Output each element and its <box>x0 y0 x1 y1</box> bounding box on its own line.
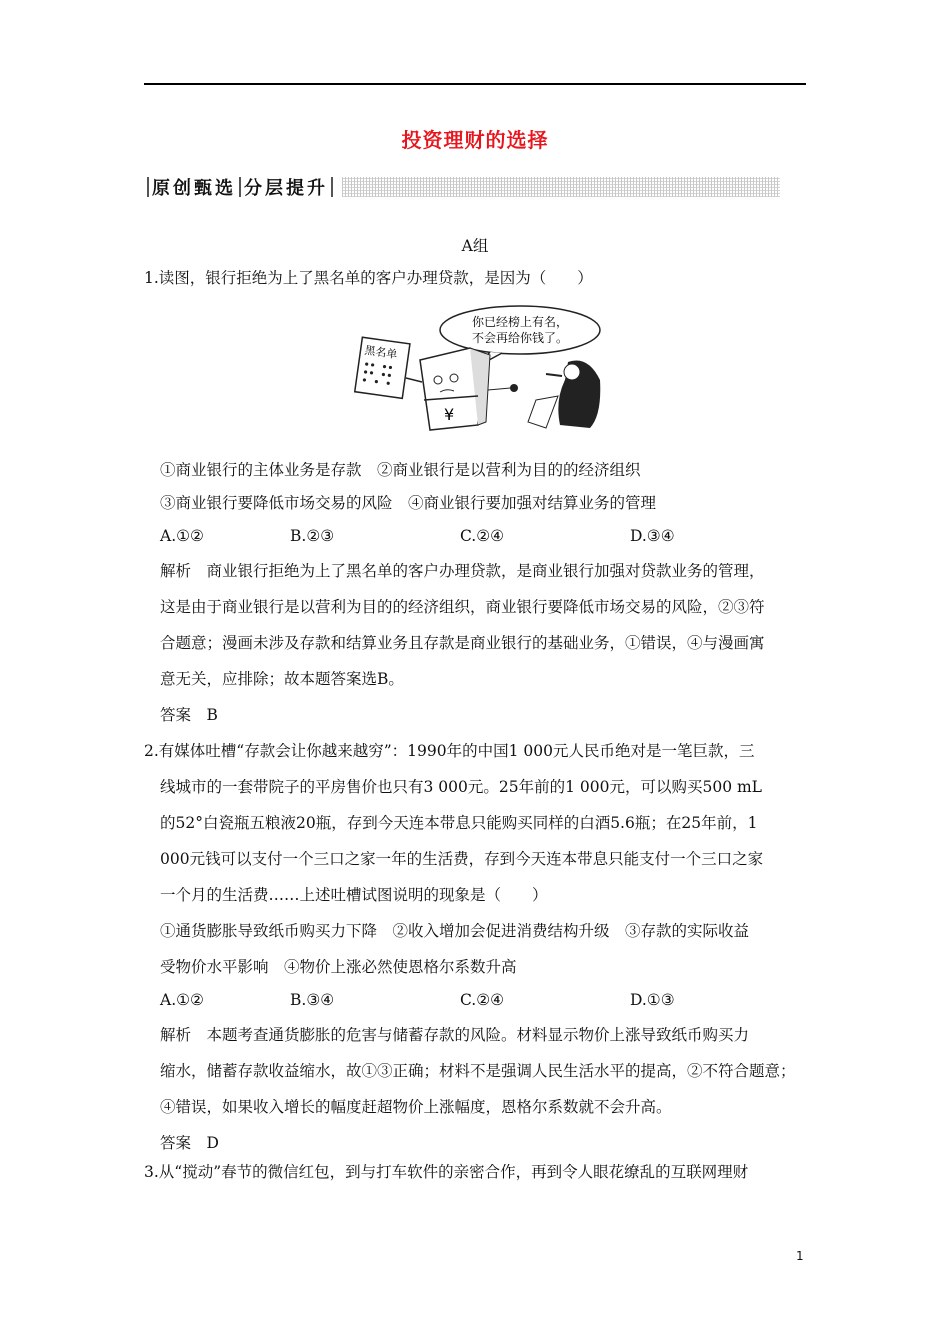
option-d: D.③④ <box>630 527 675 545</box>
question-2-stem-line-4: 000元钱可以支付一个三口之家一年的生活费，存到今天连本带息只能支付一个三口之家 <box>160 850 764 868</box>
option-c: C.②④ <box>460 527 505 545</box>
banner-label-tiered: 分层提升 <box>244 178 328 199</box>
header-rule <box>144 83 806 85</box>
question-2-stem-line-3: 的52°白瓷瓶五粮液20瓶，存到今天连本带息只能购买同样的白酒5.6瓶；在25年前，1 <box>160 814 758 832</box>
speech-bubble-line-1: 你已经榜上有名， <box>471 315 569 329</box>
yen-symbol: ¥ <box>444 405 455 424</box>
question-1-analysis-line-4: 意无关，应排除；故本题答案选B。 <box>160 670 404 688</box>
question-2-analysis-line-2: 缩水，储蓄存款收益缩水，故①③正确；材料不是强调人民生活水平的提高，②不符合题意； <box>160 1062 796 1080</box>
option-b: B.③④ <box>290 991 335 1009</box>
page-title: 投资理财的选择 <box>401 128 549 152</box>
page-number: 1 <box>796 1249 804 1263</box>
banner-dot-pattern <box>342 177 780 197</box>
question-2-answer: 答案 D <box>160 1134 219 1152</box>
question-1-answer: 答案 B <box>160 706 218 724</box>
question-2-statements-line-1: ①通货膨胀导致纸币购买力下降 ②收入增加会促进消费结构升级 ③存款的实际收益 <box>160 922 750 940</box>
question-3-stem-line-1: 3.从“搅动”春节的微信红包，到与打车软件的亲密合作，再到令人眼花缭乱的互联网理财 <box>144 1163 749 1181</box>
option-b: B.②③ <box>290 527 335 545</box>
group-label: A组 <box>461 237 489 255</box>
option-a: A.①② <box>160 991 204 1009</box>
question-1-analysis-line-2: 这是由于商业银行是以营利为目的的经济组织，商业银行要降低市场交易的风险，②③符 <box>160 598 765 616</box>
blacklist-cartoon-image <box>350 300 620 440</box>
option-a: A.①② <box>160 527 204 545</box>
option-d: D.①③ <box>630 991 675 1009</box>
question-1-analysis-line-3: 合题意；漫画未涉及存款和结算业务且存款是商业银行的基础业务，①错误，④与漫画寓 <box>160 634 765 652</box>
question-2-stem-line-5: 一个月的生活费……上述吐槽试图说明的现象是（ ） <box>160 886 548 904</box>
question-1-stem: 1.读图，银行拒绝为上了黑名单的客户办理贷款，是因为（ ） <box>144 269 593 287</box>
question-2-analysis-line-1: 解析 本题考查通货膨胀的危害与储蓄存款的风险。材料显示物价上涨导致纸币购买力 <box>160 1026 750 1044</box>
question-1-statements-line-1: ①商业银行的主体业务是存款 ②商业银行是以营利为目的的经济组织 <box>160 461 641 479</box>
blacklist-label: 黑名单 <box>363 343 399 362</box>
question-2-stem-line-1: 2.有媒体吐槽“存款会让你越来越穷”：1990年的中国1 000元人民币绝对是一笔巨款，三 <box>144 742 755 760</box>
option-c: C.②④ <box>460 991 505 1009</box>
section-banner <box>144 175 780 199</box>
question-2-statements-line-2: 受物价水平影响 ④物价上涨必然使恩格尔系数升高 <box>160 958 517 976</box>
question-2-analysis-line-3: ④错误，如果收入增长的幅度赶超物价上涨幅度，恩格尔系数就不会升高。 <box>160 1098 672 1116</box>
speech-bubble-line-2: 不会再给你钱了。 <box>471 331 569 345</box>
question-2-stem-line-2: 线城市的一套带院子的平房售价也只有3 000元。25年前的1 000元，可以购买500 mL <box>160 778 762 796</box>
banner-divider <box>147 177 149 197</box>
question-1-analysis-line-1: 解析 商业银行拒绝为上了黑名单的客户办理贷款，是商业银行加强对贷款业务的管理， <box>160 562 765 580</box>
banner-divider <box>239 177 241 197</box>
question-1-statements-line-2: ③商业银行要降低市场交易的风险 ④商业银行要加强对结算业务的管理 <box>160 494 657 512</box>
banner-divider <box>331 177 333 197</box>
banner-label-original: 原创甄选 <box>152 178 236 199</box>
